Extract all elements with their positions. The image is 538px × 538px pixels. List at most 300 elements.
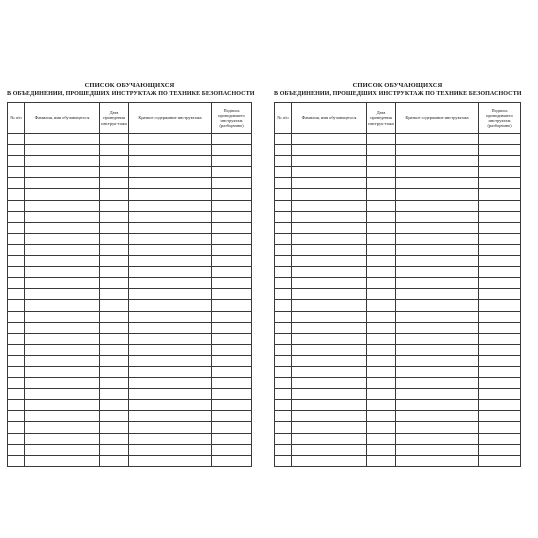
table-row [275, 167, 521, 178]
cell-name [292, 311, 367, 322]
cell-content [129, 433, 212, 444]
cell-name [292, 433, 367, 444]
cell-number [275, 389, 292, 400]
cell-number [8, 267, 25, 278]
cell-signature [212, 322, 252, 333]
cell-content [396, 300, 479, 311]
table-row [8, 400, 252, 411]
cell-content [396, 422, 479, 433]
cell-signature [212, 289, 252, 300]
cell-signature [212, 433, 252, 444]
cell-name [25, 256, 100, 267]
cell-number [8, 389, 25, 400]
cell-signature [212, 222, 252, 233]
cell-signature [212, 134, 252, 145]
table-row [275, 233, 521, 244]
cell-content [129, 344, 212, 355]
cell-name [292, 267, 367, 278]
cell-content [396, 333, 479, 344]
cell-content [396, 444, 479, 455]
cell-signature [212, 145, 252, 156]
cell-content [129, 167, 212, 178]
cell-content [129, 200, 212, 211]
cell-date [367, 145, 396, 156]
cell-date [367, 355, 396, 366]
cell-signature [479, 289, 521, 300]
cell-number [8, 455, 25, 466]
cell-date [100, 178, 129, 189]
col-header-content: Краткое содержание инструктажа [129, 103, 212, 134]
cell-signature [479, 145, 521, 156]
cell-signature [212, 400, 252, 411]
table-row [8, 178, 252, 189]
cell-signature [479, 422, 521, 433]
cell-content [129, 411, 212, 422]
table-row [8, 211, 252, 222]
cell-signature [212, 178, 252, 189]
cell-signature [479, 389, 521, 400]
cell-date [367, 222, 396, 233]
cell-signature [479, 233, 521, 244]
cell-number [8, 433, 25, 444]
cell-signature [479, 444, 521, 455]
cell-date [367, 256, 396, 267]
cell-number [275, 278, 292, 289]
cell-signature [479, 366, 521, 377]
cell-date [100, 211, 129, 222]
cell-number [8, 222, 25, 233]
cell-number [275, 333, 292, 344]
cell-date [100, 134, 129, 145]
table-row [8, 355, 252, 366]
cell-content [129, 289, 212, 300]
cell-name [292, 189, 367, 200]
table-row [8, 378, 252, 389]
cell-number [8, 167, 25, 178]
cell-name [292, 256, 367, 267]
cell-content [396, 134, 479, 145]
cell-number [8, 300, 25, 311]
cell-number [8, 211, 25, 222]
cell-number [275, 400, 292, 411]
cell-content [129, 156, 212, 167]
cell-signature [212, 167, 252, 178]
table-row [8, 455, 252, 466]
cell-signature [212, 344, 252, 355]
cell-name [25, 355, 100, 366]
cell-name [25, 322, 100, 333]
cell-name [292, 422, 367, 433]
cell-name [292, 167, 367, 178]
table-row [8, 422, 252, 433]
table-row [275, 411, 521, 422]
cell-name [25, 200, 100, 211]
cell-number [275, 455, 292, 466]
cell-content [129, 256, 212, 267]
cell-signature [212, 244, 252, 255]
title-line-2: В ОБЪЕДИНЕНИИ, ПРОШЕДШИХ ИНСТРУКТАЖ ПО ТЕХНИКЕ БЕЗОПАСНОСТИ [7, 91, 255, 97]
cell-name [292, 156, 367, 167]
cell-signature [212, 211, 252, 222]
table-row [8, 289, 252, 300]
cell-content [129, 178, 212, 189]
cell-date [367, 322, 396, 333]
col-header-signature: Подпись проводившего инструктаж (разборчиво) [479, 103, 521, 134]
cell-name [292, 400, 367, 411]
col-header-signature: Подпись проводившего инструктаж (разборчиво) [212, 103, 252, 134]
table-row [275, 200, 521, 211]
cell-number [275, 366, 292, 377]
cell-name [292, 333, 367, 344]
cell-date [100, 378, 129, 389]
col-header-number: № п/п [275, 103, 292, 134]
cell-signature [212, 378, 252, 389]
cell-content [129, 300, 212, 311]
table-row [275, 244, 521, 255]
cell-content [396, 178, 479, 189]
cell-number [275, 433, 292, 444]
cell-date [367, 422, 396, 433]
table-row [275, 134, 521, 145]
cell-signature [479, 256, 521, 267]
table-row [8, 189, 252, 200]
cell-number [275, 178, 292, 189]
col-header-content: Краткое содержание инструктажа [396, 103, 479, 134]
cell-date [367, 167, 396, 178]
cell-signature [479, 455, 521, 466]
cell-content [396, 200, 479, 211]
cell-content [129, 134, 212, 145]
cell-signature [479, 355, 521, 366]
cell-name [292, 355, 367, 366]
cell-signature [479, 267, 521, 278]
table-row [275, 422, 521, 433]
title-line-1: СПИСОК ОБУЧАЮЩИХСЯ [84, 82, 175, 89]
cell-date [100, 311, 129, 322]
cell-name [25, 300, 100, 311]
cell-name [292, 378, 367, 389]
cell-date [100, 455, 129, 466]
left-page [7, 82, 255, 467]
cell-content [129, 322, 212, 333]
cell-name [25, 400, 100, 411]
cell-number [275, 211, 292, 222]
table-row [8, 278, 252, 289]
cell-signature [479, 244, 521, 255]
cell-number [8, 411, 25, 422]
table-row [275, 366, 521, 377]
cell-content [396, 289, 479, 300]
cell-date [100, 267, 129, 278]
cell-number [8, 134, 25, 145]
cell-signature [479, 300, 521, 311]
cell-number [275, 444, 292, 455]
cell-content [129, 278, 212, 289]
cell-number [275, 222, 292, 233]
cell-name [25, 455, 100, 466]
cell-date [367, 344, 396, 355]
cell-name [25, 134, 100, 145]
cell-date [100, 444, 129, 455]
cell-name [25, 167, 100, 178]
cell-name [25, 378, 100, 389]
table-row [8, 134, 252, 145]
cell-content [396, 189, 479, 200]
cell-number [275, 134, 292, 145]
cell-content [396, 222, 479, 233]
table-row [8, 344, 252, 355]
title-line-1: СПИСОК ОБУЧАЮЩИХСЯ [352, 82, 443, 89]
cell-content [129, 333, 212, 344]
table-row [275, 300, 521, 311]
cell-name [292, 134, 367, 145]
cell-date [100, 289, 129, 300]
cell-name [25, 244, 100, 255]
cell-signature [212, 411, 252, 422]
cell-name [292, 278, 367, 289]
cell-name [25, 145, 100, 156]
table-row [275, 145, 521, 156]
cell-number [275, 355, 292, 366]
cell-number [8, 256, 25, 267]
students-table [7, 102, 252, 467]
table-row [275, 322, 521, 333]
table-row [275, 400, 521, 411]
cell-name [25, 267, 100, 278]
cell-date [367, 211, 396, 222]
cell-content [129, 211, 212, 222]
table-row [8, 200, 252, 211]
table-row [8, 444, 252, 455]
table-row [275, 189, 521, 200]
cell-name [292, 200, 367, 211]
cell-signature [479, 189, 521, 200]
cell-name [292, 233, 367, 244]
cell-content [129, 233, 212, 244]
cell-date [100, 411, 129, 422]
table-row [8, 322, 252, 333]
cell-date [367, 444, 396, 455]
cell-content [396, 233, 479, 244]
cell-name [25, 222, 100, 233]
col-header-date: Дата проведения инструк-тажа [100, 103, 129, 134]
table-row [8, 267, 252, 278]
cell-signature [212, 200, 252, 211]
cell-date [100, 145, 129, 156]
cell-date [100, 422, 129, 433]
cell-number [275, 300, 292, 311]
cell-date [100, 433, 129, 444]
cell-content [396, 411, 479, 422]
cell-signature [479, 378, 521, 389]
cell-number [275, 267, 292, 278]
cell-signature [212, 156, 252, 167]
table-row [275, 278, 521, 289]
cell-content [129, 189, 212, 200]
table-row [275, 333, 521, 344]
cell-number [275, 167, 292, 178]
cell-number [8, 344, 25, 355]
cell-name [25, 189, 100, 200]
cell-signature [212, 300, 252, 311]
cell-date [100, 389, 129, 400]
cell-name [292, 211, 367, 222]
table-row [275, 311, 521, 322]
cell-content [396, 378, 479, 389]
table-row [8, 145, 252, 156]
cell-name [292, 444, 367, 455]
table-row [275, 378, 521, 389]
cell-name [25, 422, 100, 433]
table-header-row [8, 103, 252, 134]
cell-number [8, 422, 25, 433]
cell-date [100, 344, 129, 355]
cell-name [25, 233, 100, 244]
right-page [274, 82, 521, 467]
cell-date [367, 433, 396, 444]
cell-content [129, 400, 212, 411]
cell-content [396, 389, 479, 400]
cell-name [25, 389, 100, 400]
cell-signature [212, 267, 252, 278]
cell-date [100, 300, 129, 311]
cell-date [367, 366, 396, 377]
title-line-2: В ОБЪЕДИНЕНИИ, ПРОШЕДШИХ ИНСТРУКТАЖ ПО ТЕХНИКЕ БЕЗОПАСНОСТИ [274, 91, 522, 97]
cell-signature [212, 355, 252, 366]
cell-number [275, 233, 292, 244]
cell-name [292, 366, 367, 377]
cell-signature [479, 400, 521, 411]
cell-name [292, 322, 367, 333]
cell-signature [479, 134, 521, 145]
cell-signature [479, 433, 521, 444]
cell-content [129, 244, 212, 255]
cell-date [100, 322, 129, 333]
cell-number [8, 244, 25, 255]
table-row [8, 333, 252, 344]
cell-content [396, 366, 479, 377]
cell-signature [479, 211, 521, 222]
table-row [275, 455, 521, 466]
cell-content [396, 267, 479, 278]
cell-date [100, 233, 129, 244]
cell-date [100, 167, 129, 178]
table-row [275, 289, 521, 300]
cell-signature [212, 366, 252, 377]
cell-content [129, 355, 212, 366]
table-row [8, 300, 252, 311]
cell-number [275, 244, 292, 255]
cell-name [292, 222, 367, 233]
cell-signature [212, 389, 252, 400]
cell-signature [479, 167, 521, 178]
cell-number [275, 411, 292, 422]
cell-content [129, 366, 212, 377]
cell-content [129, 267, 212, 278]
table-row [8, 389, 252, 400]
col-header-number: № п/п [8, 103, 25, 134]
cell-name [292, 300, 367, 311]
page-title [274, 82, 521, 98]
cell-date [100, 400, 129, 411]
cell-content [129, 444, 212, 455]
cell-signature [212, 333, 252, 344]
cell-number [8, 322, 25, 333]
cell-date [367, 400, 396, 411]
cell-date [367, 267, 396, 278]
table-row [275, 211, 521, 222]
table-row [8, 366, 252, 377]
table-row [275, 156, 521, 167]
cell-signature [479, 322, 521, 333]
table-row [275, 355, 521, 366]
cell-name [292, 244, 367, 255]
cell-content [396, 156, 479, 167]
table-row [8, 156, 252, 167]
table-row [275, 178, 521, 189]
cell-name [25, 156, 100, 167]
cell-name [292, 145, 367, 156]
cell-number [8, 145, 25, 156]
cell-content [396, 256, 479, 267]
cell-name [25, 211, 100, 222]
table-row [275, 267, 521, 278]
cell-number [275, 156, 292, 167]
cell-number [275, 422, 292, 433]
cell-name [25, 289, 100, 300]
cell-date [367, 244, 396, 255]
table-row [275, 256, 521, 267]
cell-content [129, 311, 212, 322]
cell-number [8, 289, 25, 300]
cell-date [367, 178, 396, 189]
cell-number [8, 311, 25, 322]
cell-content [396, 455, 479, 466]
cell-name [25, 444, 100, 455]
col-header-name: Фамилия, имя обучающегося [292, 103, 367, 134]
cell-signature [212, 455, 252, 466]
cell-signature [479, 178, 521, 189]
cell-date [367, 311, 396, 322]
cell-name [25, 366, 100, 377]
cell-number [8, 444, 25, 455]
cell-date [367, 233, 396, 244]
table-row [8, 233, 252, 244]
table-header-row [275, 103, 521, 134]
cell-number [8, 278, 25, 289]
cell-name [25, 333, 100, 344]
cell-content [396, 400, 479, 411]
cell-date [100, 200, 129, 211]
cell-content [396, 344, 479, 355]
cell-number [8, 378, 25, 389]
cell-content [129, 222, 212, 233]
cell-content [396, 211, 479, 222]
cell-content [129, 455, 212, 466]
table-row [275, 444, 521, 455]
cell-name [25, 311, 100, 322]
cell-date [367, 378, 396, 389]
cell-signature [212, 444, 252, 455]
cell-content [396, 244, 479, 255]
cell-number [275, 189, 292, 200]
cell-signature [479, 311, 521, 322]
cell-date [100, 333, 129, 344]
table-row [275, 344, 521, 355]
cell-content [396, 278, 479, 289]
cell-content [396, 355, 479, 366]
cell-name [292, 289, 367, 300]
